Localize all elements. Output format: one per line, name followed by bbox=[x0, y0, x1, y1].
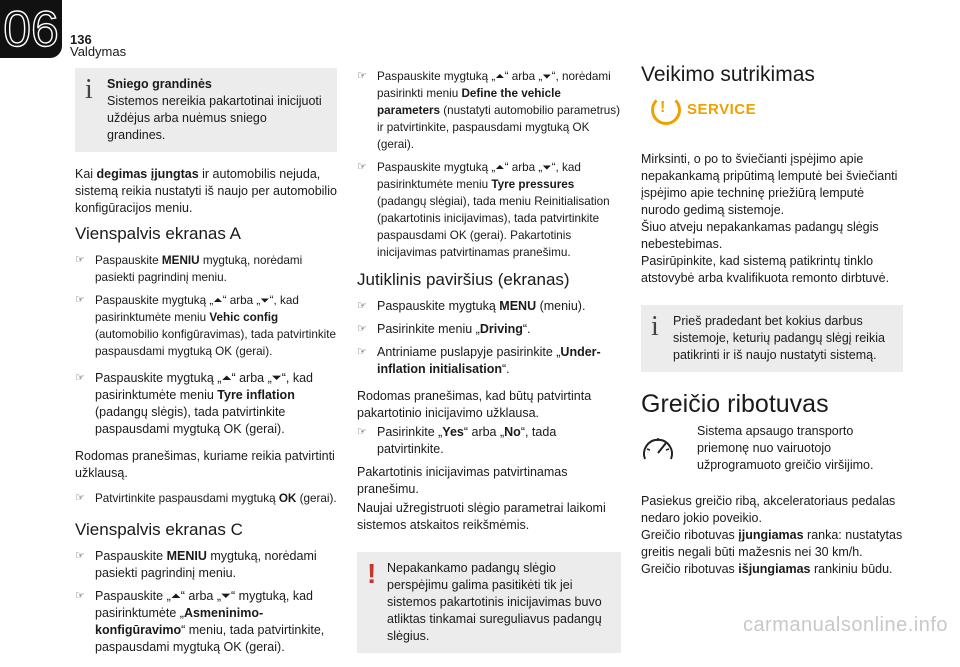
steps-screen-a bbox=[75, 252, 337, 438]
limiter-paragraph-2: Greičio ribotuvas įjungiamas ranka: nustatytas greitis negali būti mažesnis nei 30 km/h. bbox=[641, 528, 903, 559]
list-item: ☞ Pasirinkite „Yes“ arba „No“, tada patvirtinkite. bbox=[357, 425, 557, 456]
service-warning-lamp: ! SERVICE bbox=[641, 93, 903, 133]
list-item: ☞ Paspauskite mygtuką „⏶“ arba „⏷“, norėdami pasirinkti meniu Define the vehicle parameters (nustatyti automobilio parametrus) ir patvirtinkite, paspausdami mygtuką OK (gerai). bbox=[357, 70, 620, 151]
list-item: ☞ Paspauskite mygtuką MENU (meniu). bbox=[357, 299, 586, 313]
heading-speed-limiter: Greičio ribotuvas bbox=[641, 390, 829, 418]
column-1 bbox=[75, 68, 337, 666]
malfunction-paragraph: Mirksinti, o po to šviečianti įspėjimo apie nepakankamą pripūtimą lemputė bei šviečianti įspėjimo apie techninę priežiūrą lemputė nurodo gedimą sistemoje. bbox=[641, 152, 898, 217]
heading-touch-screen: Jutiklinis paviršius (ekranas) bbox=[357, 270, 570, 289]
info-icon: i bbox=[85, 74, 93, 105]
warning-note bbox=[357, 552, 621, 653]
column-2 bbox=[357, 68, 621, 667]
speed-limiter-row bbox=[641, 423, 903, 483]
list-item: ☞ Antriniame puslapyje pasirinkite „Under-inflation initialisation“. bbox=[357, 345, 601, 376]
watermark: carmanualsonline.info bbox=[742, 614, 948, 636]
list-item: ☞ Patvirtinkite paspausdami mygtuką OK (gerai). bbox=[75, 492, 337, 505]
list-item: ☞ Paspauskite MENIU mygtuką, norėdami pasiekti pagrindinį meniu. bbox=[75, 254, 303, 284]
tyre-warning-icon bbox=[651, 95, 681, 125]
warning-icon: ! bbox=[367, 558, 377, 589]
note-title: Sniego grandinės bbox=[107, 77, 212, 91]
limiter-paragraph: Pasiekus greičio ribą, akceleratoriaus pedalas nedaro jokio poveikio. bbox=[641, 494, 896, 525]
heading-screen-c: Vienspalvis ekranas C bbox=[75, 520, 243, 539]
service-icon: SERVICE bbox=[687, 101, 757, 118]
list-item: ☞ Paspauskite mygtuką „⏶“ arba „⏷“, kad pasirinktumėte meniu Vehic config (automobilio konfigūravimas), tada patvirtinkite paspausdami mygtuką OK (gerai). bbox=[75, 294, 337, 358]
list-item: ☞ Paspauskite mygtuką „⏶“ arba „⏷“, kad pasirinktumėte meniu Tyre pressures (padangų slėgiai), tada meniu Reinitialisation (pakartotinis inicijavimas), tada patvirtinkite paspausdami OK (gerai). Pakartotinis inicijavimas patvirtinamas pranešimu. bbox=[357, 161, 610, 259]
speedometer-icon bbox=[641, 433, 675, 467]
list-item: ☞ Paspauskite „⏶“ arba „⏷“ mygtuką, kad pasirinktumėte „Asmeninimo-konfigūravimo“ meniu, tada patvirtinkite, paspausdami mygtuką OK (gerai). bbox=[75, 589, 325, 654]
warning-note-body: Nepakankamo padangų slėgio perspėjimu galima pasitikėti tik jei sistemos pakartotinis inicijavimas buvo atliktas tinkamai sureguliavus padangų slėgius. bbox=[387, 561, 602, 643]
info-icon: i bbox=[651, 311, 659, 342]
heading-malfunction: Veikimo sutrikimas bbox=[641, 63, 815, 86]
list-item: ☞ Paspauskite mygtuką „⏶“ arba „⏷“, kad pasirinktumėte meniu Tyre inflation (padangų slėgis), tada patvirtinkite paspausdami mygtuką OK (gerai). bbox=[75, 371, 313, 436]
confirm-step bbox=[75, 490, 337, 507]
intro-paragraph: Kai degimas įjungtas ir automobilis nejuda, sistemą reikia nustatyti iš naujo per automobilio konfigūracijos meniu. bbox=[75, 167, 337, 215]
chapter-tab bbox=[0, 0, 62, 58]
note-snow-chains bbox=[75, 68, 337, 152]
touch-paragraph: Rodomas pranešimas, kad būtų patvirtinta pakartotinio inicijavimo užklausa. bbox=[357, 389, 592, 420]
steps-top bbox=[357, 68, 621, 261]
section-name: Valdymas bbox=[70, 44, 127, 59]
list-item: ☞ Paspauskite MENIU mygtuką, norėdami pasiekti pagrindinį meniu. bbox=[75, 549, 317, 580]
page-number: 136 bbox=[70, 32, 92, 47]
touch-paragraph-3: Naujai užregistruoti slėgio parametrai laikomi sistemos atskaitos reikšmėmis. bbox=[357, 501, 606, 532]
malfunction-paragraph-2: Šiuo atveju nepakankamas padangų slėgis nebestebimas. bbox=[641, 220, 879, 251]
steps-touch-confirm bbox=[357, 424, 621, 458]
list-item: ☞ Pasirinkite meniu „Driving“. bbox=[357, 322, 531, 336]
speed-limiter-desc: Sistema apsaugo transporto priemonę nuo vairuotojo užprogramuoto greičio viršijimo. bbox=[697, 424, 874, 472]
steps-touch bbox=[357, 298, 621, 378]
info-note-body: Prieš pradedant bet kokius darbus sistemoje, keturių padangų slėgį reikia patikrinti ir iš naujo nustatyti sistemą. bbox=[673, 314, 885, 362]
heading-screen-a: Vienspalvis ekranas A bbox=[75, 224, 242, 243]
touch-paragraph-2: Pakartotinis inicijavimas patvirtinamas pranešimu. bbox=[357, 465, 568, 496]
limiter-paragraph-3: Greičio ribotuvas išjungiamas rankiniu būdu. bbox=[641, 562, 893, 576]
chapter-number: 06 bbox=[3, 1, 59, 57]
malfunction-paragraph-3: Pasirūpinkite, kad sistemą patikrintų tinklo atstovybė arba kvalifikuota remonto dirbtuvė. bbox=[641, 254, 890, 285]
info-note bbox=[641, 305, 903, 372]
note-body: Sistemos nereikia pakartotinai inicijuoti uždėjus arba nuėmus sniego grandines. bbox=[107, 94, 322, 142]
column-3 bbox=[641, 63, 903, 586]
confirm-paragraph: Rodomas pranešimas, kuriame reikia patvirtinti užklausą. bbox=[75, 449, 335, 480]
